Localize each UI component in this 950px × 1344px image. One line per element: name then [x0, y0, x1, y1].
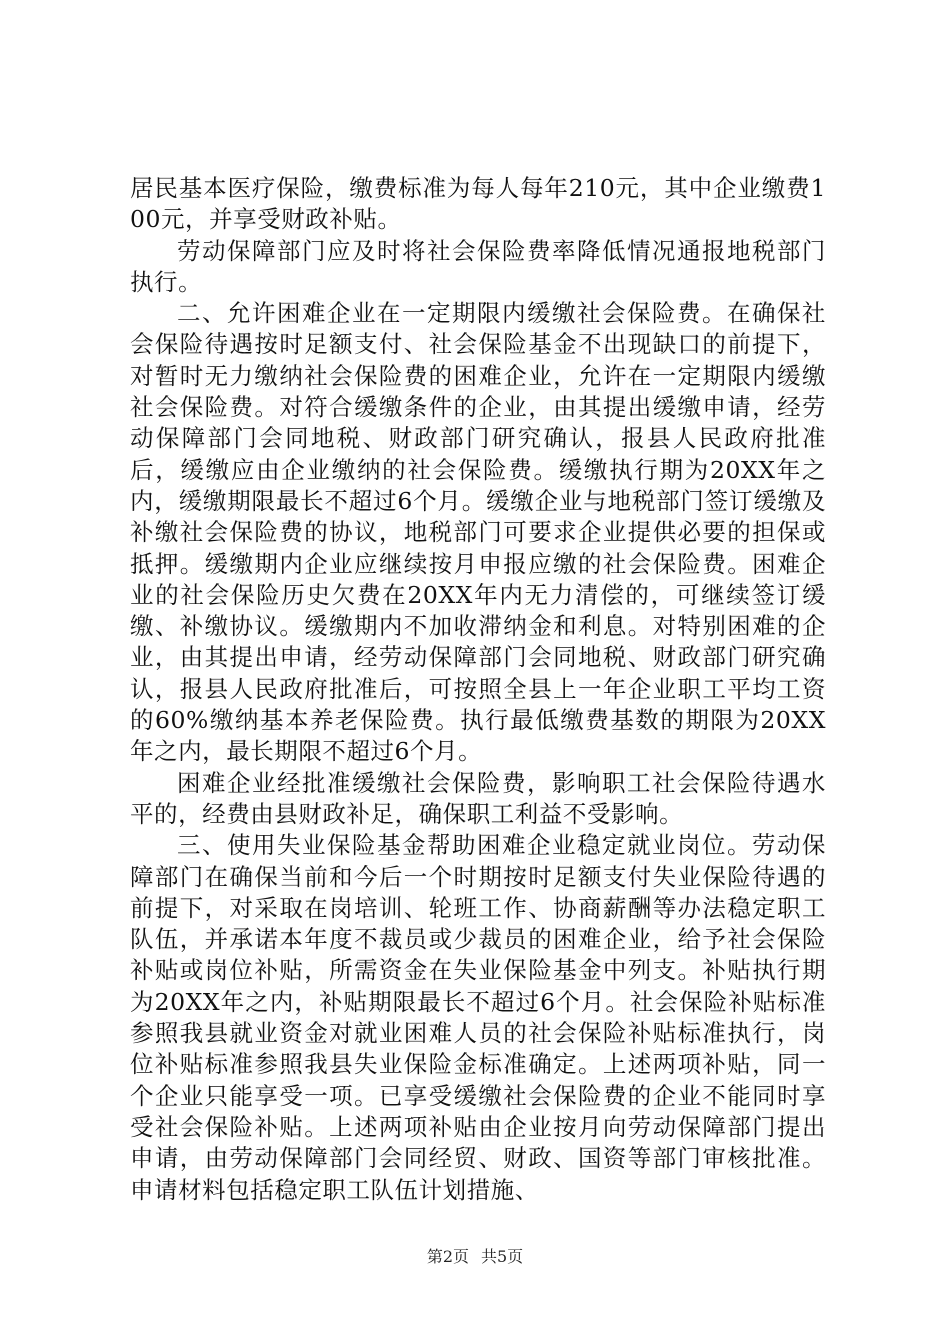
document-body — [130, 173, 826, 1206]
paragraph-section-two: 二、允许困难企业在一定期限内缓缴社会保险费。在确保社会保险待遇按时足额支付、社会保险基金不出现缺口的前提下，对暂时无力缴纳社会保险费的困难企业，允许在一定期限内缓缴社会保险费。对符合缓缴条件的企业，由其提出缓缴申请，经劳动保障部门会同地税、财政部门研究确认，报县人民政府批准后，缓缴应由企业缴纳的社会保险费。缓缴执行期为20XX年之内，缓缴期限最长不超过6个月。缓缴企业与地税部门签订缓缴及补缴社会保险费的协议，地税部门可要求企业提供必要的担保或抵押。缓缴期内企业应继续按月申报应缴的社会保险费。困难企业的社会保险历史欠费在20XX年内无力清偿的，可继续签订缓缴、补缴协议。缓缴期内不加收滞纳金和利息。对特别困难的企业，由其提出申请，经劳动保障部门会同地税、财政部门研究确认，报县人民政府批准后，可按照全县上一年企业职工平均工资的60%缴纳基本养老保险费。执行最低缴费基数的期限为20XX年之内，最长期限不超过6个月。 — [130, 299, 826, 766]
page-total: 共5页 — [481, 1247, 524, 1266]
page-number: 第2页 — [426, 1247, 469, 1266]
paragraph-notify-tax: 劳动保障部门应及时将社会保险费率降低情况通报地税部门执行。 — [130, 236, 826, 296]
page-footer — [0, 1247, 950, 1267]
paragraph-continuation: 居民基本医疗保险，缴费标准为每人每年210元，其中企业缴费100元，并享受财政补贴。 — [130, 174, 826, 234]
paragraph-fiscal-support: 困难企业经批准缓缴社会保险费，影响职工社会保险待遇水平的，经费由县财政补足，确保职工利益不受影响。 — [130, 768, 826, 828]
paragraph-section-three: 三、使用失业保险基金帮助困难企业稳定就业岗位。劳动保障部门在确保当前和今后一个时期按时足额支付失业保险待遇的前提下，对采取在岗培训、轮班工作、协商薪酬等办法稳定职工队伍，并承诺本年度不裁员或少裁员的困难企业，给予社会保险补贴或岗位补贴，所需资金在失业保险基金中列支。补贴执行期为20XX年之内，补贴期限最长不超过6个月。社会保险补贴标准参照我县就业资金对就业困难人员的社会保险补贴标准执行，岗位补贴标准参照我县失业保险金标准确定。上述两项补贴，同一个企业只能享受一项。已享受缓缴社会保险费的企业不能同时享受社会保险补贴。上述两项补贴由企业按月向劳动保障部门提出申请，由劳动保障部门会同经贸、财政、国资等部门审核批准。申请材料包括稳定职工队伍计划措施、 — [130, 831, 826, 1204]
